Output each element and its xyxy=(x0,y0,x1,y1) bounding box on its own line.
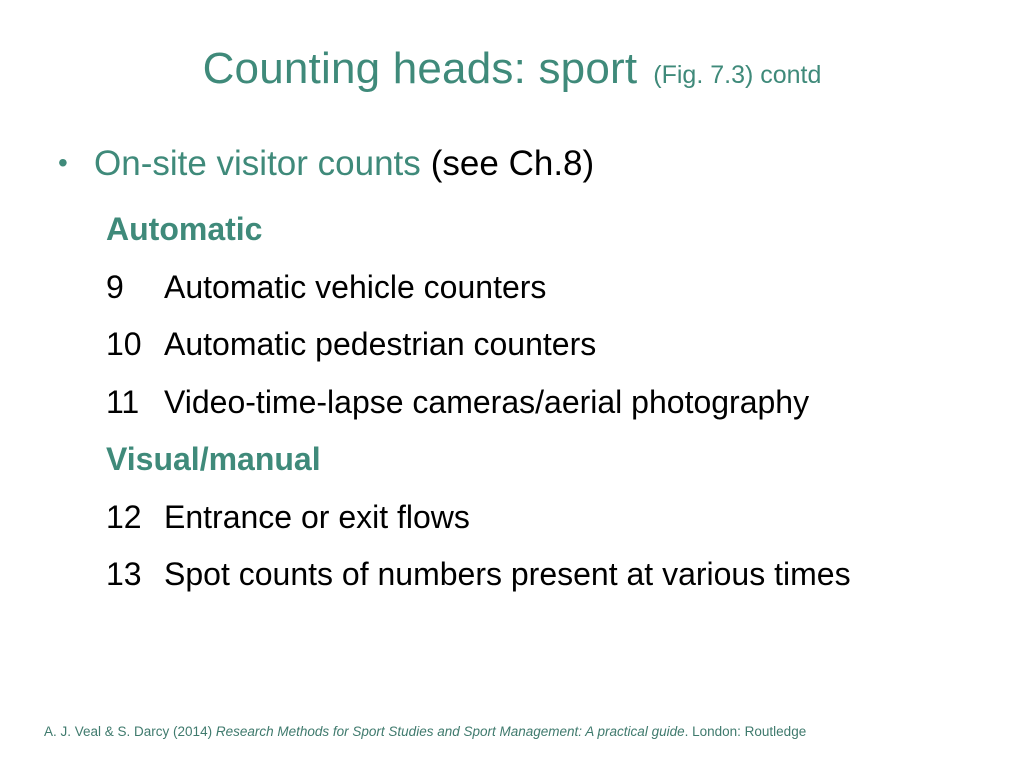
slide-title-main: Counting heads: sport xyxy=(202,44,638,93)
item-number: 12 xyxy=(106,498,142,535)
item-number: 9 xyxy=(106,268,124,305)
bullet-point xyxy=(58,144,594,184)
list-item xyxy=(106,321,851,379)
citation-book-title: Research Methods for Sport Studies and Sport Management: A practical guide xyxy=(215,724,685,739)
list-item xyxy=(106,379,851,437)
slide-title xyxy=(0,44,1024,94)
item-number: 10 xyxy=(106,326,142,362)
bullet-dot-icon: • xyxy=(58,147,68,178)
item-label: Automatic vehicle counters xyxy=(164,268,547,305)
section-heading-automatic: Automatic xyxy=(106,211,263,247)
slide-title-suffix: (Fig. 7.3) contd xyxy=(653,61,822,89)
citation-authors: A. J. Veal & S. Darcy (2014) xyxy=(44,724,213,739)
list-item xyxy=(106,551,851,609)
citation-publisher: . London: Routledge xyxy=(684,724,807,739)
method-list xyxy=(106,206,851,609)
item-label: Entrance or exit flows xyxy=(164,498,470,535)
citation-footer xyxy=(44,724,806,739)
item-label: Automatic pedestrian counters xyxy=(164,326,597,362)
bullet-text-reference: (see Ch.8) xyxy=(430,144,595,183)
list-item xyxy=(106,264,851,322)
item-label: Video-time-lapse cameras/aerial photography xyxy=(164,383,810,420)
item-number: 13 xyxy=(106,556,142,592)
list-item xyxy=(106,494,851,552)
bullet-text-highlight: On-site visitor counts xyxy=(94,144,421,183)
item-number: 11 xyxy=(106,383,140,420)
item-label: Spot counts of numbers present at various times xyxy=(164,556,851,592)
section-heading-visual-manual: Visual/manual xyxy=(106,441,321,477)
